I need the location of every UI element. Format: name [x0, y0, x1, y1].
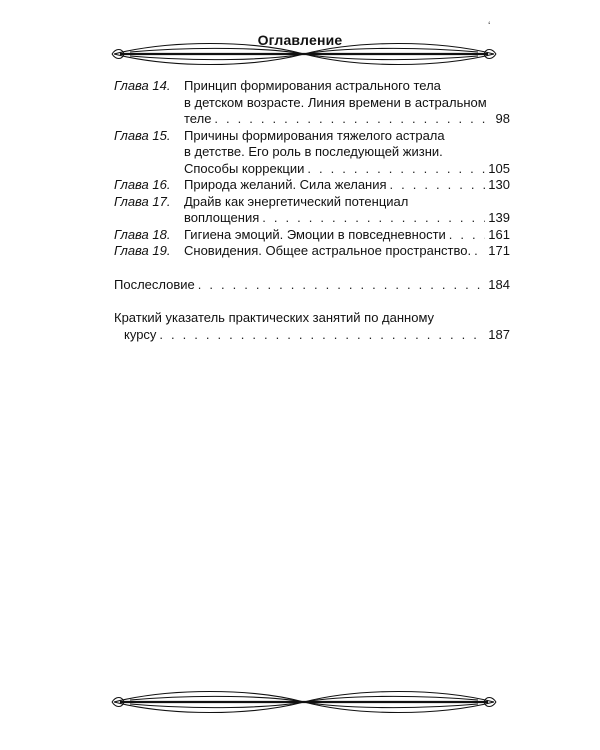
chapter-label: Глава 14. [114, 78, 171, 93]
index-title-line: Краткий указатель практических занятий по данному [114, 310, 435, 325]
dot-leader [449, 227, 486, 244]
toc-entry-chapter-16[interactable] [114, 177, 510, 194]
chapter-title-line: Принцип формирования астрального тела [184, 78, 441, 93]
chapter-title-line: Причины формирования тяжелого астрала [184, 127, 445, 143]
chapter-title-line: Гигиена эмоций. Эмоции в повседневности [184, 226, 446, 242]
chapter-label: Глава 17. [114, 193, 171, 209]
toc-entry-chapter-19[interactable] [114, 243, 510, 260]
page-ref: 161 [488, 226, 510, 242]
page-number: ‘ [488, 20, 491, 32]
dot-leader [159, 327, 485, 344]
chapter-title-line: Сновидения. Общее астральное пространство. [184, 243, 472, 258]
dot-leader [307, 161, 485, 178]
dot-leader [198, 277, 486, 294]
chapter-title-line: в детском возрасте. Линия времени в астральном [184, 94, 487, 110]
chapter-title-line: воплощения [184, 210, 260, 225]
dot-leader [390, 177, 486, 194]
page-ref: 187 [488, 326, 510, 342]
chapter-title-line: теле [184, 111, 212, 126]
ornament-top-divider [110, 42, 498, 66]
running-title: Оглавление [257, 32, 343, 48]
table-of-contents [114, 78, 510, 343]
chapter-title-line: в детстве. Его роль в последующей жизни. [184, 144, 443, 159]
page-ref: 98 [495, 111, 510, 126]
chapter-title-line: Способы коррекции [184, 160, 305, 176]
chapter-title-line: Природа желаний. Сила желания [184, 177, 387, 192]
index-title-line: курсу [124, 326, 157, 342]
page-ref: 139 [488, 210, 510, 225]
toc-entry-chapter-17[interactable] [114, 194, 510, 227]
chapter-label: Глава 18. [114, 226, 171, 242]
chapter-label: Глава 15. [114, 127, 171, 143]
toc-entry-chapter-18[interactable] [114, 227, 510, 244]
dot-leader [214, 111, 492, 128]
toc-entry-chapter-14[interactable] [114, 78, 510, 128]
chapter-label: Глава 19. [114, 243, 171, 258]
toc-entry-afterword[interactable] [114, 277, 510, 294]
chapter-label: Глава 16. [114, 177, 171, 192]
page-ref: 171 [488, 243, 510, 258]
page-ref: 184 [488, 276, 510, 292]
afterword-title: Послесловие [114, 276, 195, 292]
page-ref: 130 [488, 177, 510, 192]
toc-entry-chapter-15[interactable] [114, 128, 510, 178]
dot-leader [474, 243, 485, 260]
chapter-title-line: Драйв как энергетический потенциал [184, 193, 409, 209]
ornament-bottom-divider [110, 690, 498, 714]
dot-leader [262, 210, 485, 227]
toc-entry-practice-index[interactable] [114, 310, 510, 343]
page-ref: 105 [488, 160, 510, 176]
